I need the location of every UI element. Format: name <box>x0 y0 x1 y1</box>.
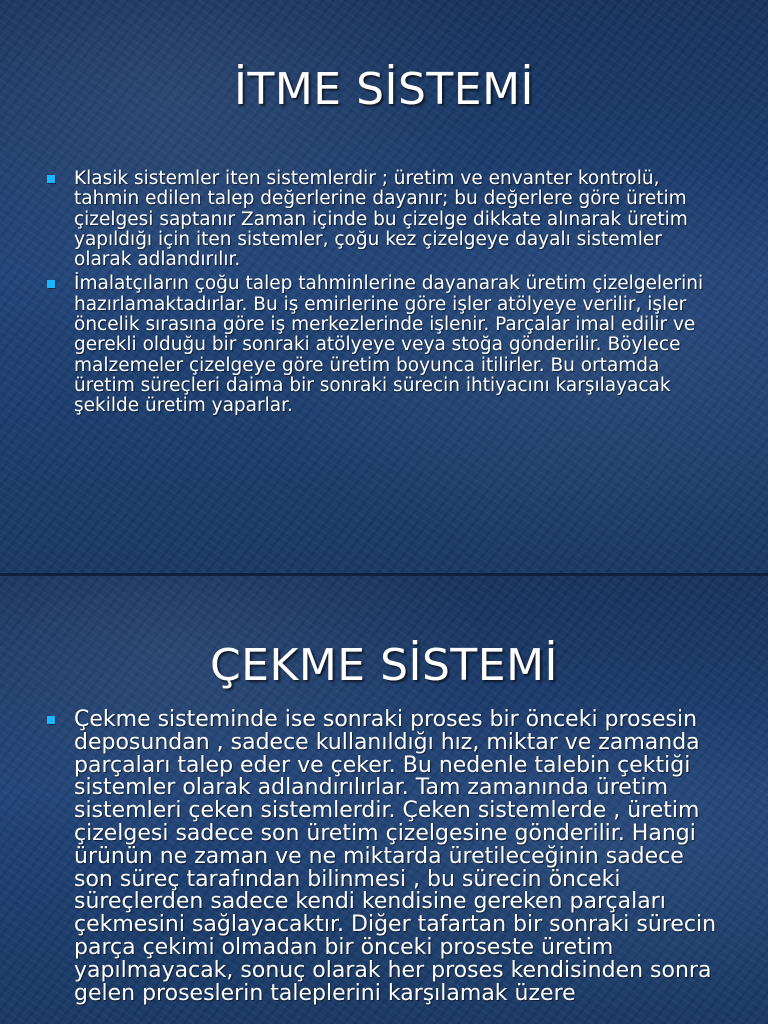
bullet-list <box>46 709 726 1005</box>
square-bullet-icon <box>47 175 55 183</box>
bullet-text: Çekme sisteminde ise sonraki proses bir önceki prosesin deposundan , sadece kullanıldığı hız, miktar ve zamanda parçaları talep eder ve çeker. Bu nedenle talebin çektiği sistemler olarak adlandırılırlar. Tam zamanında üretim sistemleri çeken sistemlerdir. Çeken sistemlerde , üretim çizelgesi sadece son üretim çizelgesine gönderilir. Hangi ürünün ne zaman ve ne miktarda üretileceğinin sadece son süreç tarafından bilinmesi , bu sürecin önceki süreçlerden sadece kendi kendisine gereken parçaları çekmesini sağlayacaktır. Diğer tafartan bir sonraki sürecin parça çekimi olmadan bir önceki proseste üretim yapılmayacak, sonuç olarak her proses kendisinden sonra gelen proseslerin taleplerini karşılamak üzere <box>74 707 717 1006</box>
bullet-text: Klasik sistemler iten sistemlerdir ; üretim ve envanter kontrolü, tahmin edilen talep değerlerine dayanır; bu değerlere göre üretim çizelgesi saptanır Zaman içinde bu çizelge dikkate alınarak üretim yapıldığı için iten sistemler, çoğu kez çizelgeye dayalı sistemler olarak adlandırılır. <box>74 168 688 271</box>
bullet-item <box>46 709 726 1005</box>
square-bullet-icon <box>47 280 55 288</box>
bullet-text: İmalatçıların çoğu talep tahminlerine dayanarak üretim çizelgelerini hazırlamaktadırlar. Bu iş emirlerine göre işler atölyeye verilir, işler öncelik sırasına göre iş merkezlerinde işlenir. Parçalar imal edilir ve gerekli olduğu bir sonraki atölyeye veya stoğa gönderilir. Böylece malzemeler çizelgeye göre üretim boyunca itilirler. Bu ortamda üretim süreçleri daima bir sonraki sürecin ihtiyacını karşılayacak şekilde üretim yaparlar. <box>74 273 704 417</box>
slide-title: ÇEKME SİSTEMİ <box>209 640 559 691</box>
bullet-list <box>46 169 722 421</box>
slide-title: İTME SİSTEMİ <box>233 64 535 115</box>
bullet-item <box>46 169 722 270</box>
slide-cekme-sistemi <box>0 576 768 1024</box>
square-bullet-icon <box>47 716 55 724</box>
bullet-item <box>46 274 722 416</box>
